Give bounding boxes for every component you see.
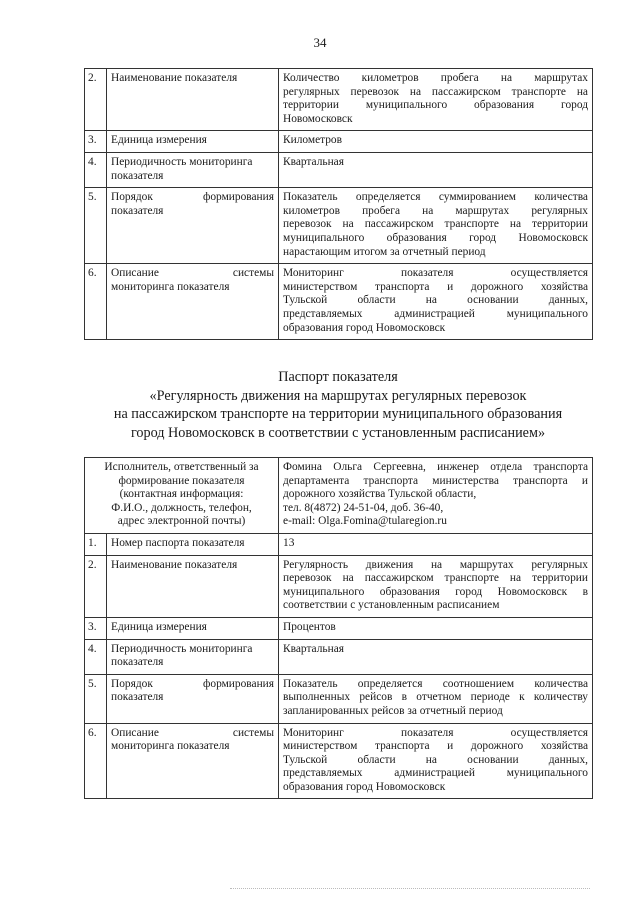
table-row [85,639,593,674]
row-label-line: Единица измерения [111,620,207,633]
row-value-line: Тульской области на основании данных, [283,294,588,307]
executor-label-cell [85,458,279,534]
row-value-line: муниципального образования город Новомосковск в [283,585,589,598]
row-value-line: километров пробега на маршрутах регулярных [283,204,588,217]
executor-label-line: Ф.И.О., должность, телефон, [111,501,252,514]
row-number: 1. [85,533,107,555]
table-row [85,69,593,131]
row-label-cell [107,555,279,617]
table-row [85,674,593,723]
row-label-line: показателя [111,169,164,182]
table-row [85,188,593,264]
row-label-cell [107,533,279,555]
row-label-line: Порядок формирования [111,677,275,690]
row-value-line: муниципального образования город Новомосковск [283,231,588,244]
row-value-line: Новомосковск [283,112,353,125]
row-value-line: Показатель определяется суммированием количества [283,191,588,204]
row-value-cell [279,639,593,674]
row-label-line: мониторинга показателя [111,280,230,293]
row-value-line: представляемых администрацией муниципального [283,767,589,780]
row-label-cell [107,131,279,153]
row-number: 6. [85,723,107,799]
row-number: 3. [85,131,107,153]
row-label-cell [107,264,279,340]
row-value-line: перевозок на пассажирском транспорте на территории [283,218,588,231]
executor-value-cell [279,458,593,534]
indicator-table-continued [84,68,593,340]
executor-value-line: департамента транспорта министерства транспорта и [283,474,589,487]
row-value-line: Тульской области на основании данных, [283,753,589,766]
passport-title-line: город Новомосковск в соответствии с установленным расписанием» [130,424,546,441]
row-value-line: Показатель определяется соотношением количества [283,677,589,690]
row-value-line: регулярных перевозок на пассажирском транспорте на [283,85,588,98]
row-label-line: Периодичность мониторинга [111,155,253,168]
row-label-cell [107,152,279,187]
row-value-cell [279,188,593,264]
row-value-line: выполненных рейсов в отчетном периоде к количеству [283,691,589,704]
indicator-passport-table [84,457,593,799]
row-label-line: показателя [111,656,164,669]
row-number: 6. [85,264,107,340]
row-value-cell [279,555,593,617]
row-label-cell [107,617,279,639]
row-label-line: Периодичность мониторинга [111,642,253,655]
executor-value-line: e-mail: Olga.Fomina@tularegion.ru [283,515,447,528]
row-label-line: показателя [111,691,164,704]
row-number: 3. [85,617,107,639]
row-value-line: представляемых администрацией муниципального [283,307,588,320]
row-label-line: Единица измерения [111,134,207,147]
executor-label-line: Исполнитель, ответственный за [104,461,259,473]
row-value-line: соответствии с установленным расписанием [283,599,500,612]
row-number: 5. [85,674,107,723]
row-value-line: Мониторинг показателя осуществляется [283,267,588,280]
row-value-cell [279,674,593,723]
row-number: 2. [85,69,107,131]
row-value-cell [279,617,593,639]
footer-scan-marks [230,888,590,893]
row-label-line: Наименование показателя [111,72,238,84]
passport-title-line: на пассажирском транспорте на территории муниципального образования [113,406,563,423]
row-value-line: министерством транспорта и дорожного хозяйства [283,740,589,753]
row-value-line: территории муниципального образования город [283,99,588,112]
executor-label-line: (контактная информация: [119,488,244,501]
executor-value-line: Фомина Ольга Сергеевна, инженер отдела транспорта [283,461,589,473]
table-row [85,555,593,617]
row-label-line: Номер паспорта показателя [111,536,245,549]
page-number: 34 [313,35,327,50]
executor-value-line: дорожного хозяйства Тульской области, [283,488,477,501]
table-row [85,617,593,639]
row-label-cell [107,674,279,723]
row-label-line: показателя [111,204,164,217]
row-value-cell [279,264,593,340]
row-value-cell [279,723,593,799]
row-value-line: Мониторинг показателя осуществляется [283,726,589,739]
row-number: 2. [85,555,107,617]
table-row [85,723,593,799]
row-label-line: Описание системы [111,726,275,739]
row-value-line: перевозок на пассажирском транспорте на территории [283,572,589,585]
row-value-line: Квартальная [283,642,344,655]
row-value-line: 13 [283,536,295,549]
executor-label-line: формирование показателя [118,474,245,487]
row-number: 4. [85,639,107,674]
row-value-line: Процентов [283,620,336,633]
row-label-cell [107,69,279,131]
passport-heading: Паспорт показателя [278,369,398,385]
row-value-cell [279,69,593,131]
executor-value-line: тел. 8(4872) 24-51-04, доб. 36-40, [283,501,444,514]
table-row [85,152,593,187]
row-value-line: Регулярность движения на маршрутах регулярных [283,558,589,571]
row-value-line: Километров [283,134,343,147]
executor-row [85,458,593,534]
row-value-line: нарастающим итогом за отчетный период [283,245,486,258]
row-label-line: мониторинга показателя [111,740,230,753]
row-value-cell [279,131,593,153]
row-label-line: Наименование показателя [111,558,238,571]
row-value-cell [279,152,593,187]
row-label-line: Порядок формирования [111,191,274,204]
executor-label-line: адрес электронной почты) [117,515,246,528]
row-label-cell [107,723,279,799]
row-label-cell [107,188,279,264]
row-value-cell [279,533,593,555]
table-row [85,264,593,340]
row-value-line: Квартальная [283,155,344,168]
passport-heading-block [84,368,592,442]
table-row [85,131,593,153]
row-label-line: Описание системы [111,267,274,280]
row-value-line: образования город Новомосковск [283,321,446,334]
passport-title-line: «Регулярность движения на маршрутах регулярных перевозок [149,387,527,404]
table-row [85,533,593,555]
row-value-line: запланированных рейсов за отчетный период [283,704,503,717]
row-label-cell [107,639,279,674]
row-number: 5. [85,188,107,264]
row-number: 4. [85,152,107,187]
row-value-line: министерством транспорта и дорожного хозяйства [283,280,588,293]
row-value-line: образования город Новомосковск [283,780,446,793]
row-value-line: Количество километров пробега на маршрутах [283,72,588,84]
